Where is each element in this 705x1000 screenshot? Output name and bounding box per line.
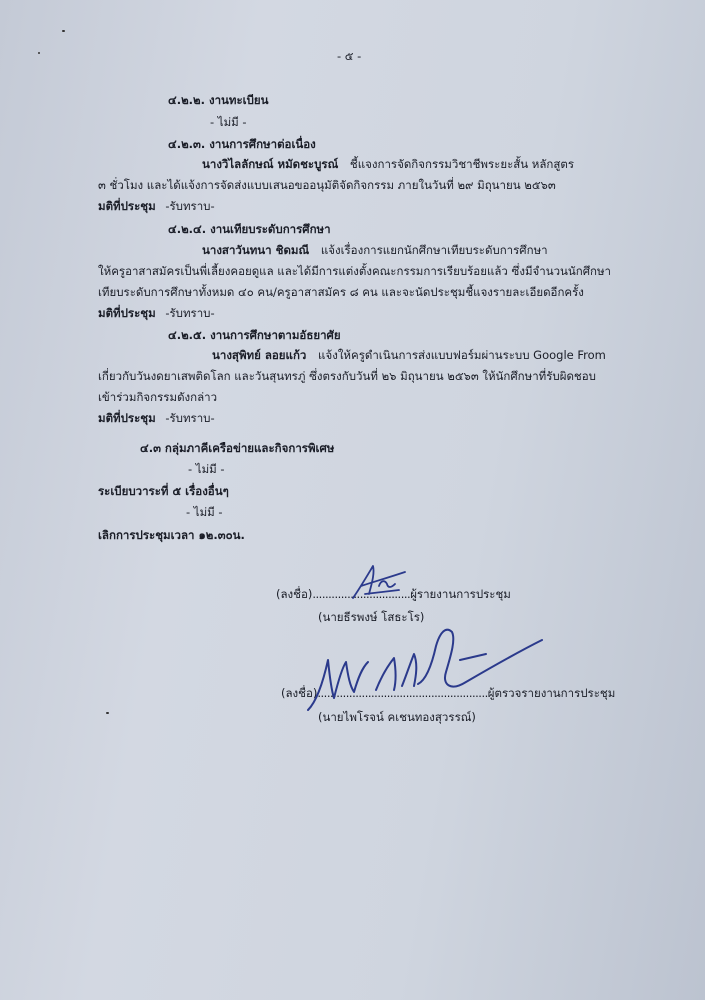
- page-number: - ๕ -: [337, 49, 362, 63]
- paragraph-line: ให้ครูอาสาสมัครเป็นพี่เลี้ยงคอยดูแล และได้มีการแต่งตั้งคณะกรรมการเรียบร้อยแล้ว ซึ่งมีจำนวนนักศึกษา: [98, 264, 612, 278]
- paragraph-line: เกี่ยวกับวันงดยาเสพติดโลก และวันสุนทรภู่ ซึ่งตรงกับวันที่ ๒๖ มิถุนายน ๒๕๖๓ ให้นักศึกษาที่รับผิดชอบ: [98, 369, 596, 383]
- paragraph-text: แจ้งให้ครูดำเนินการส่งแบบฟอร์มผ่านระบบ Google From: [318, 348, 606, 362]
- resolution-label: มติที่ประชุม: [98, 411, 156, 425]
- paper-speck: [62, 30, 65, 32]
- paragraph-text: แจ้งเรื่องการแยกนักศึกษาเทียบระดับการศึกษา: [320, 243, 548, 257]
- paragraph-line: [202, 243, 548, 257]
- sign-role: ผู้ตรวจรายงานการประชุม: [487, 686, 616, 700]
- resolution-value: -รับทราบ-: [165, 411, 215, 425]
- resolution-label: มติที่ประชุม: [98, 306, 156, 320]
- paper-speck: [106, 712, 109, 714]
- person-name: นางสุพิทย์ ลอยแก้ว: [212, 348, 307, 362]
- signer-name: (นายไพโรจน์ คเชนทองสุวรรณ์): [318, 710, 476, 724]
- person-name: นางสาวันทนา ชิดมณี: [202, 243, 310, 257]
- signer-name: (นายธีรพงษ์ โสธะโร): [318, 610, 425, 624]
- resolution-label: มติที่ประชุม: [98, 199, 156, 213]
- section-heading-4-2-5: ๔.๒.๕. งานการศึกษาตามอัธยาศัย: [168, 328, 341, 342]
- sign-prefix: (ลงชื่อ): [276, 587, 313, 601]
- sign-prefix: (ลงชื่อ): [281, 686, 318, 700]
- resolution-line: [98, 411, 215, 425]
- sign-dots: ......................................................: [317, 686, 488, 700]
- section-heading-4-2-3: ๔.๒.๓. งานการศึกษาต่อเนื่อง: [168, 137, 316, 151]
- paragraph-line: [212, 348, 606, 362]
- paragraph-line: เทียบระดับการศึกษาทั้งหมด ๔๐ คน/ครูอาสาสมัคร ๘ คน และจะนัดประชุมชี้แจงรายละเอียดอีกครั้ง: [98, 285, 584, 299]
- sign-role: ผู้รายงานการประชุม: [410, 587, 511, 601]
- paper-speck: [38, 52, 40, 54]
- person-name: นางวิไลลักษณ์ หมัดชะบูรณ์: [202, 157, 339, 171]
- closing-time: เลิกการประชุมเวลา ๑๒.๓๐น.: [98, 528, 245, 542]
- none-text: - ไม่มี -: [186, 505, 223, 519]
- resolution-line: [98, 306, 215, 320]
- section-heading-4-2-2: ๔.๒.๒. งานทะเบียน: [168, 93, 269, 107]
- section-heading-4-2-4: ๔.๒.๔. งานเทียบระดับการศึกษา: [168, 222, 331, 236]
- paragraph-line: ๓ ชั่วโมง และได้แจ้งการจัดส่งแบบเสนอขออนุมัติจัดกิจกรรม ภายในวันที่ ๒๙ มิถุนายน ๒๕๖๓: [98, 178, 556, 192]
- paragraph-line: [202, 157, 574, 171]
- paragraph-text: ชี้แจงการจัดกิจกรรมวิชาชีพระยะสั้น หลักสูตร: [349, 157, 575, 171]
- sign-dots: ...............................: [312, 587, 411, 601]
- resolution-value: -รับทราบ-: [165, 306, 215, 320]
- signature-line-reporter: [276, 587, 511, 601]
- signature-line-reviewer: [281, 686, 615, 700]
- none-text: - ไม่มี -: [188, 462, 225, 476]
- resolution-line: [98, 199, 215, 213]
- section-heading-4-3: ๔.๓ กลุ่มภาคีเครือข่ายและกิจการพิเศษ: [140, 441, 335, 455]
- agenda-heading: ระเบียบวาระที่ ๕ เรื่องอื่นๆ: [98, 484, 229, 498]
- handwritten-signature-2: [290, 620, 550, 715]
- resolution-value: -รับทราบ-: [165, 199, 215, 213]
- none-text: - ไม่มี -: [210, 115, 247, 129]
- paragraph-line: เข้าร่วมกิจกรรมดังกล่าว: [98, 390, 218, 404]
